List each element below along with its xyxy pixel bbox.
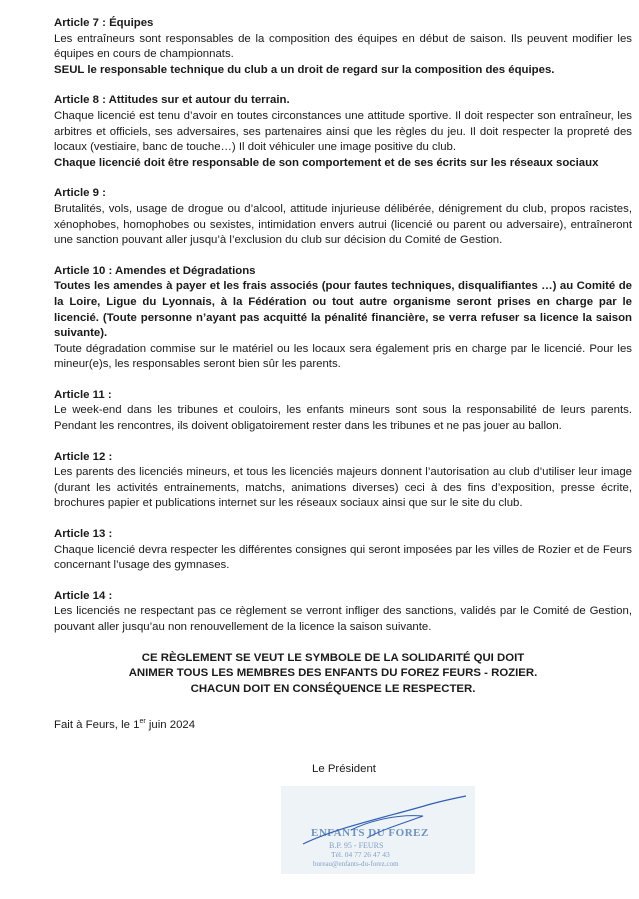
closing-line-3: CHACUN DOIT EN CONSÉQUENCE LE RESPECTER. <box>190 682 476 695</box>
article-paragraph: Chaque licencié est tenu d’avoir en toutes circonstances une attitude sportive. Il doit respecter son entraîneur, les arbitres et officiels, ses adversaires, ses partenaires ainsi que les règles du jeu. Il doit respecter la propreté des locaux (vestiaire, banc de touche…) Il doit véhiculer une image positive du club. <box>54 109 632 154</box>
article-title: Article 11 : <box>54 388 112 401</box>
article-paragraph: Le week-end dans les tribunes et couloirs, les enfants mineurs sont sous la responsabilité de leurs parents. Pendant les rencontres, ils doivent obligatoirement rester dans les tribunes et ne pas jouer au ballon. <box>54 404 632 433</box>
article-paragraph: Chaque licencié devra respecter les différentes consignes qui seront imposées par les villes de Rozier et de Feurs concernant l’usage des gymnases. <box>54 543 632 572</box>
place-date <box>54 714 632 733</box>
article-14 <box>54 589 632 636</box>
article-paragraph: Toute dégradation commise sur le matériel ou les locaux sera également pris en charge par le licencié. Pour les mineur(e)s, les responsables seront bien sûr les parents. <box>54 342 632 371</box>
article-title: Article 14 : <box>54 589 113 602</box>
article-title: Article 13 : <box>54 528 113 541</box>
article-12 <box>54 450 632 512</box>
document-page <box>54 16 632 734</box>
stamp-line-2: B.P. 95 - FEURS <box>329 841 384 850</box>
article-10 <box>54 264 632 373</box>
article-paragraph: Les licenciés ne respectant pas ce règlement se verront infliger des sanctions, validés par le Comité de Gestion, pouvant aller jusqu’au non renouvellement de la licence la saison suivante. <box>54 605 632 633</box>
article-list <box>54 16 632 636</box>
stamp-line-3: Tél. 04 77 26 47 43 <box>331 850 390 859</box>
stamp-line-1: ENFANTS DU FOREZ <box>311 827 429 839</box>
article-title: Article 8 : Attitudes sur et autour du terrain. <box>54 94 290 107</box>
article-paragraph: Les parents des licenciés mineurs, et tous les licenciés majeurs donnent l’autorisation au club d’utiliser leur image (durant les activités entrainements, matchs, animations diverses) ceci à des fins d’exposition, presse écrite, brochures papier et publications internet sur les réseaux sociaux ainsi que sur le site du club. <box>54 466 632 510</box>
article-paragraph: Les entraîneurs sont responsables de la composition des équipes en début de saison. Ils peuvent modifier les équipes en cours de championnats. <box>54 32 632 61</box>
article-title: Article 10 : Amendes et Dégradations <box>54 264 256 277</box>
article-paragraph: SEUL le responsable technique du club a un droit de regard sur la composition des équipes. <box>54 63 555 76</box>
article-title: Article 9 : <box>54 187 106 200</box>
article-paragraph: Brutalités, vols, usage de drogue ou d’alcool, attitude injurieuse délibérée, dénigrement du club, propos racistes, xénophobes, homophobes ou sexistes, intimidation envers autrui (licencié ou parent ou adversaire), entraîneront une sanction pouvant aller jusqu’à l’exclusion du club sur décision du Comité de Gestion. <box>54 202 632 247</box>
club-stamp-signature <box>281 786 475 874</box>
place-date-prefix: Fait à Feurs, le 1 <box>54 719 140 732</box>
article-paragraph: Toutes les amendes à payer et les frais associés (pour fautes techniques, disqualifiantes …) au Comité de la Loire, Ligue du Lyonnais, à la Fédération ou tout autre organisme seront prises en charge par le licencié. (Toute personne n’ayant pas acquitté la pénalité financière, se verra refuser sa licence la saison suivante). <box>54 280 632 340</box>
article-8 <box>54 93 632 171</box>
stamp-line-4: bureau@enfants-du-forez.com <box>313 860 399 868</box>
article-13 <box>54 527 632 574</box>
article-title: Article 12 : <box>54 450 113 463</box>
place-date-suffix: juin 2024 <box>145 719 196 732</box>
closing-statement <box>34 651 632 698</box>
article-9 <box>54 186 632 248</box>
closing-line-2: ANIMER TOUS LES MEMBRES DES ENFANTS DU FOREZ FEURS - ROZIER. <box>128 667 538 680</box>
article-7 <box>54 16 632 78</box>
article-title: Article 7 : Équipes <box>54 17 154 29</box>
closing-line-1: CE RÈGLEMENT SE VEUT LE SYMBOLE DE LA SOLIDARITÉ QUI DOIT <box>141 651 525 664</box>
article-11 <box>54 388 632 435</box>
article-paragraph: Chaque licencié doit être responsable de son comportement et de ses écrits sur les réseaux sociaux <box>54 156 599 169</box>
place-date-ordinal: er <box>139 718 146 726</box>
president-label: Le Président <box>312 763 376 775</box>
